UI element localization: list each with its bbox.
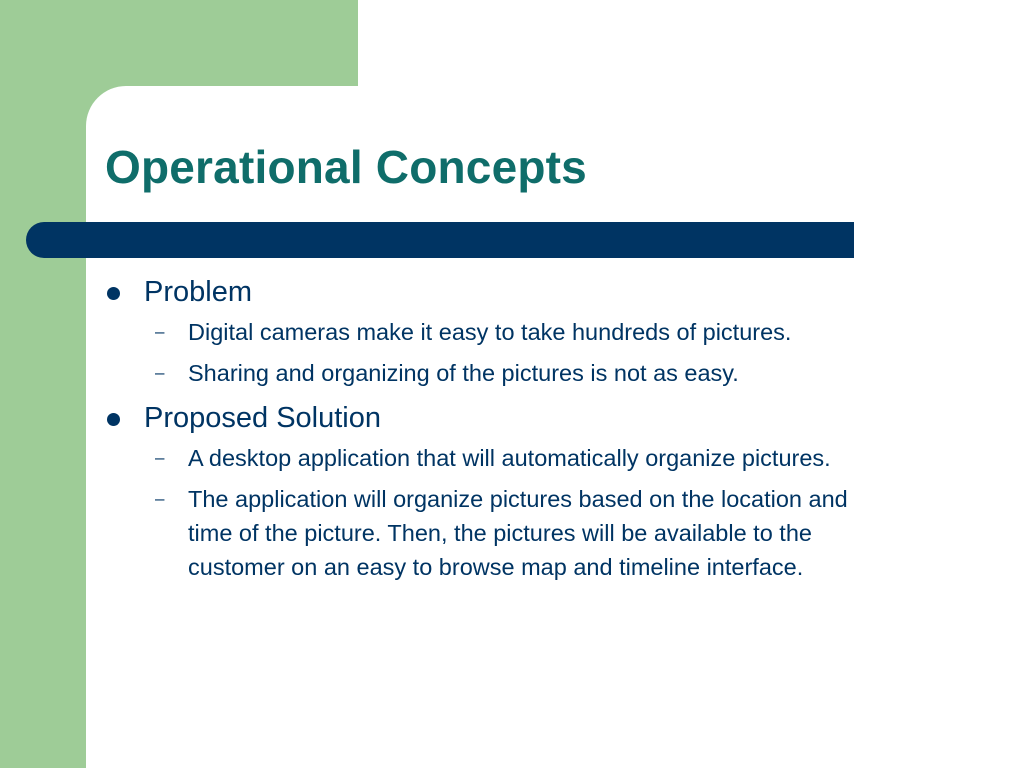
dash-icon: – <box>155 363 165 382</box>
slide-title: Operational Concepts <box>105 141 587 193</box>
subpoint-item <box>105 356 858 390</box>
bullet-item-proposed-solution <box>105 400 945 436</box>
bullet-dot-icon <box>107 413 120 426</box>
subpoint-item <box>105 315 858 349</box>
subpoint-item <box>105 482 858 584</box>
dash-icon: – <box>155 448 165 467</box>
subpoint-item <box>105 441 858 475</box>
subpoint-text: The application will organize pictures based on the location and time of the picture. Then, the pictures will be available to the customer on an easy to browse map and timeline interface. <box>188 486 848 580</box>
dash-icon: – <box>155 322 165 341</box>
subpoint-text: Sharing and organizing of the pictures is not as easy. <box>188 360 739 386</box>
bullet-list <box>105 274 945 584</box>
bullet-label: Problem <box>144 276 252 308</box>
subpoint-text: A desktop application that will automatically organize pictures. <box>188 445 831 471</box>
subpoint-text: Digital cameras make it easy to take hundreds of pictures. <box>188 319 792 345</box>
bullet-dot-icon <box>107 287 120 300</box>
bullet-label: Proposed Solution <box>144 402 381 434</box>
dash-icon: – <box>155 489 165 508</box>
bullet-item-problem <box>105 274 945 310</box>
title-underline-bar <box>26 222 854 258</box>
